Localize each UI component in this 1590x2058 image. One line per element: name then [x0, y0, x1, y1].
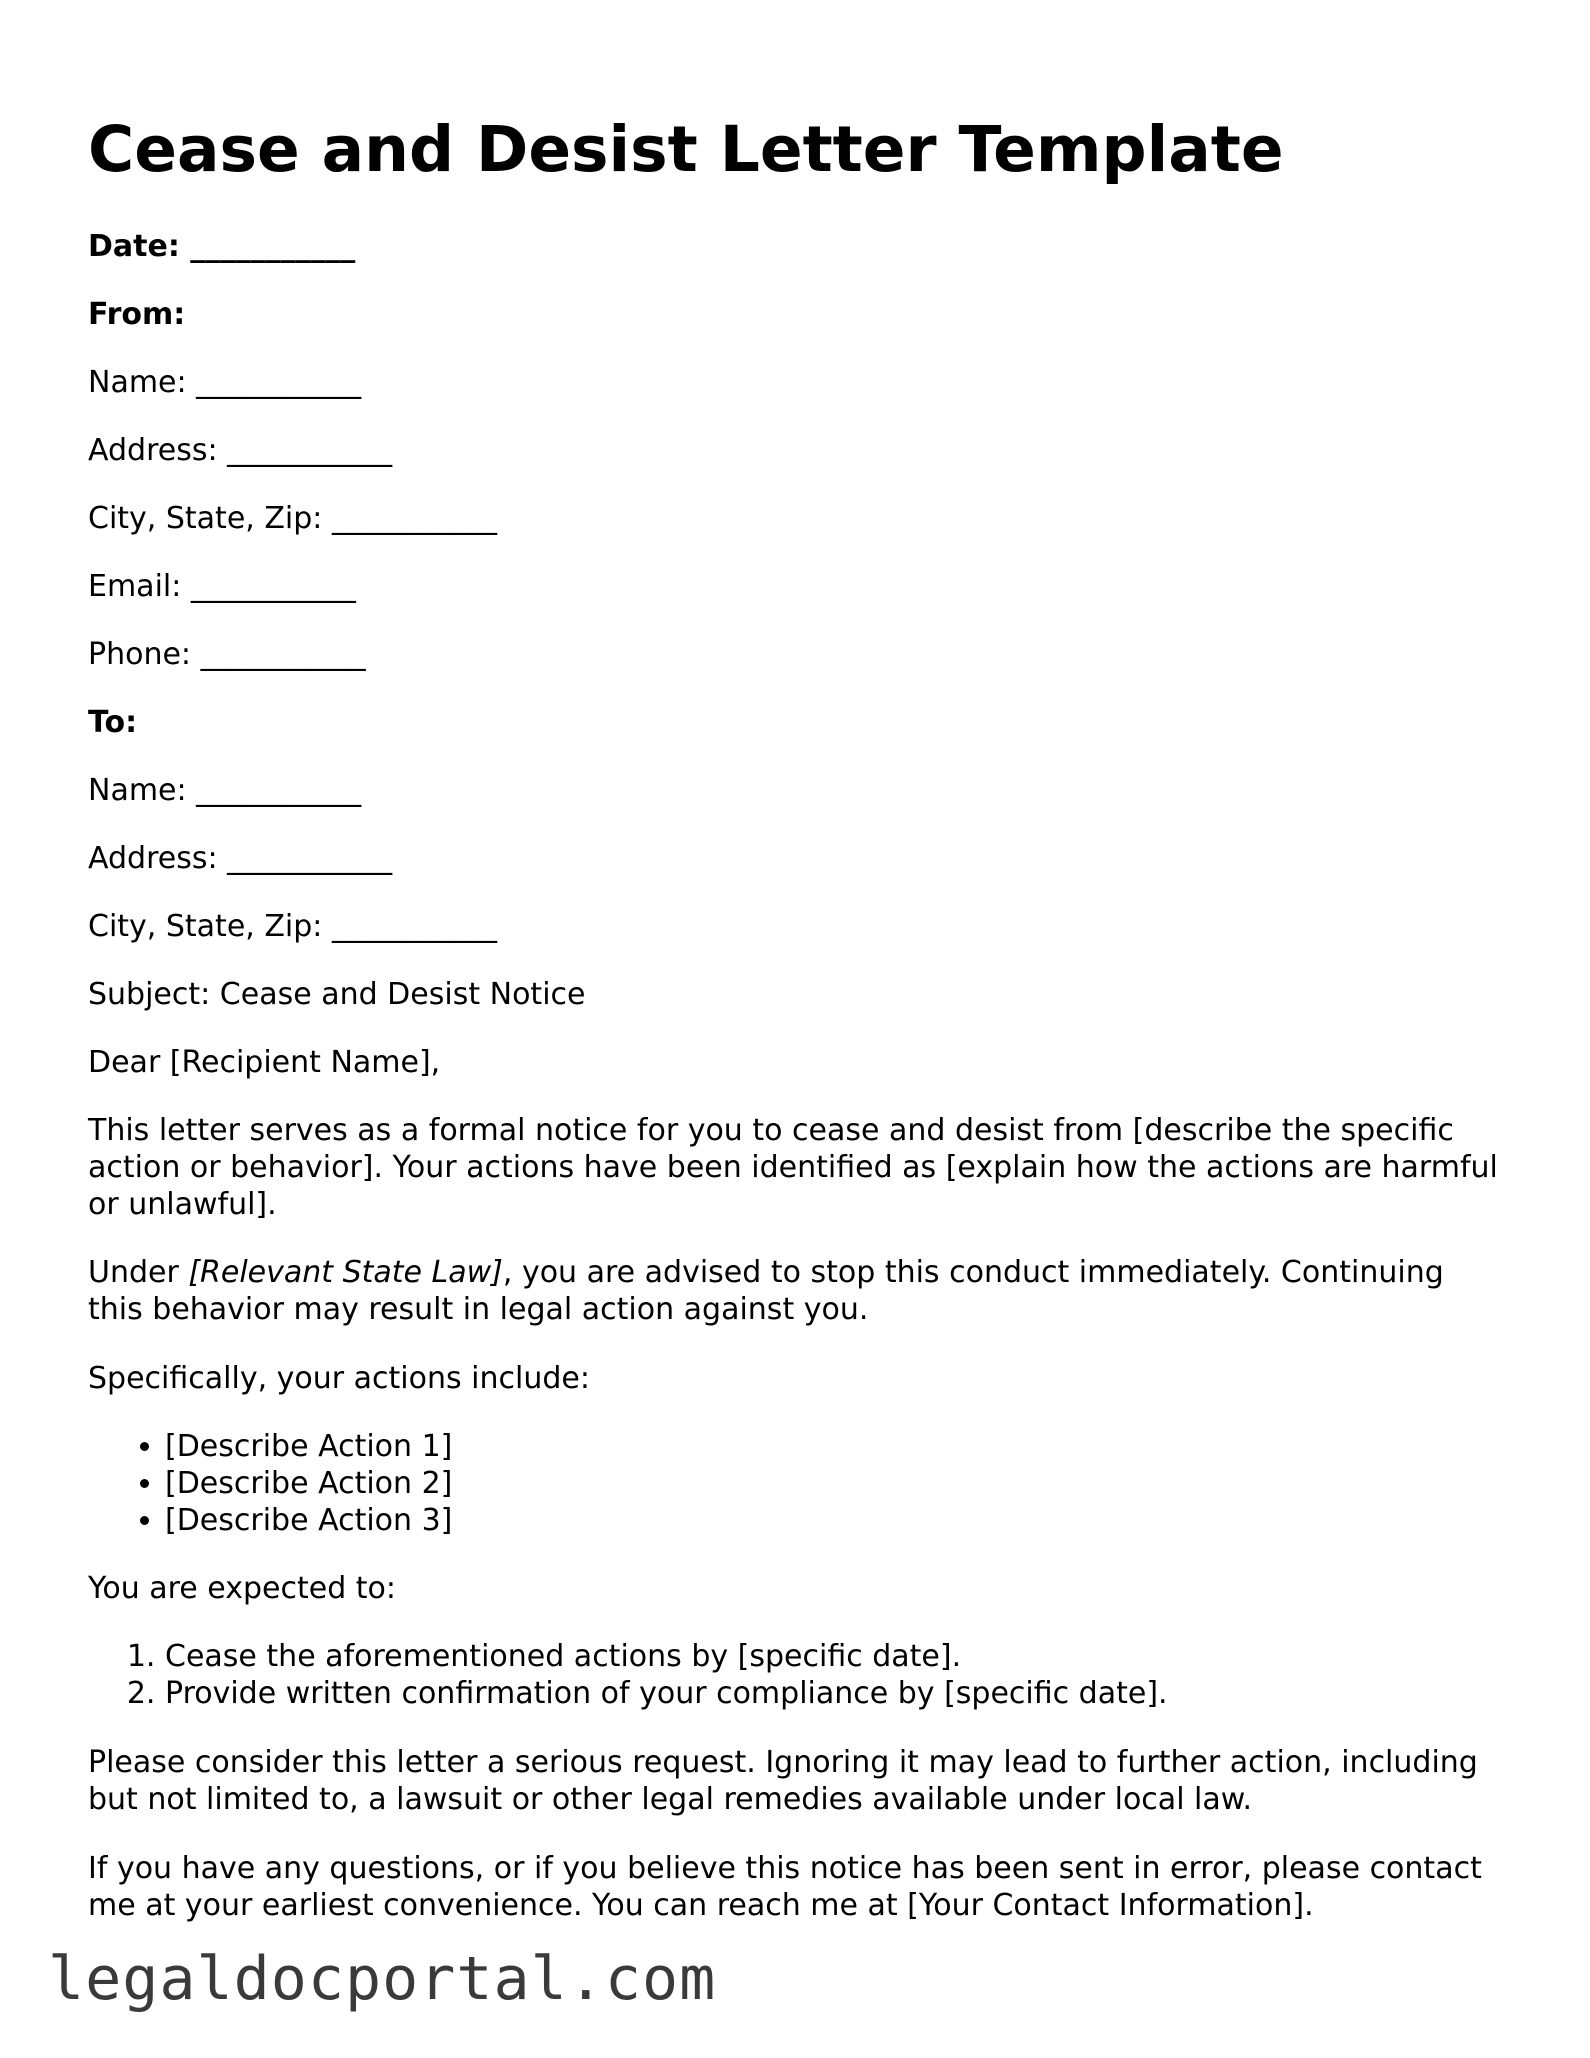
from-heading: From:: [88, 297, 186, 332]
date-label: Date:: [88, 229, 180, 264]
from-city-line: [88, 500, 497, 538]
from-name-label: Name:: [88, 365, 187, 400]
from-email-line: [88, 568, 356, 606]
to-city-blank: ___________: [331, 909, 497, 944]
to-address-label: Address:: [88, 841, 218, 876]
date-line: [88, 228, 355, 266]
from-phone-blank: ___________: [200, 637, 366, 672]
from-city-label: City, State, Zip:: [88, 501, 323, 536]
to-heading: To:: [88, 705, 138, 740]
expected-list: [88, 1638, 1168, 1712]
para2-suffix: , you are advised to stop this conduct immediately. Continuing this behavior may result in legal action against you.: [88, 1255, 1444, 1327]
body-paragraph-4: If you have any questions, or if you believe this notice has been sent in error, please contact me at your earliest convenience. You can reach me at [Your Contact Information].: [88, 1851, 1482, 1923]
list-item: • [Describe Action 1]: [165, 1428, 452, 1465]
expected-intro: You are expected to:: [88, 1571, 396, 1606]
list-item: 1. Cease the aforementioned actions by [specific date].: [165, 1638, 1168, 1675]
actions-list: [88, 1428, 452, 1539]
body-paragraph-3: Please consider this letter a serious request. Ignoring it may lead to further action, including but not limited to, a lawsuit or other legal remedies available under local law.: [88, 1745, 1478, 1817]
from-address-label: Address:: [88, 433, 218, 468]
from-email-blank: ___________: [190, 569, 356, 604]
to-address-blank: ___________: [227, 841, 393, 876]
relevant-law: [Relevant State Law]: [188, 1255, 503, 1290]
subject-line: Subject: Cease and Desist Notice: [88, 977, 586, 1012]
from-name-line: [88, 364, 361, 402]
to-name-line: [88, 772, 361, 810]
to-city-label: City, State, Zip:: [88, 909, 323, 944]
to-city-line: [88, 908, 497, 946]
from-phone-line: [88, 636, 366, 674]
from-name-blank: ___________: [196, 365, 362, 400]
to-address-line: [88, 840, 392, 878]
to-name-label: Name:: [88, 773, 187, 808]
date-blank: ___________: [190, 229, 356, 264]
site-watermark: legaldocportal.com: [48, 1944, 717, 2014]
para2-prefix: Under: [88, 1255, 189, 1290]
actions-intro: Specifically, your actions include:: [88, 1361, 590, 1396]
list-item: • [Describe Action 2]: [165, 1465, 452, 1502]
from-address-line: [88, 432, 392, 470]
list-item: 2. Provide written confirmation of your compliance by [specific date].: [165, 1675, 1168, 1712]
list-item: • [Describe Action 3]: [165, 1502, 452, 1539]
to-name-blank: ___________: [196, 773, 362, 808]
from-address-blank: ___________: [227, 433, 393, 468]
page-title: Cease and Desist Letter Template: [88, 113, 1284, 186]
from-city-blank: ___________: [331, 501, 497, 536]
body-paragraph-1: This letter serves as a formal notice for you to cease and desist from [describe the specific action or behavior]. Your actions have been identified as [explain how the actions are harmful or unlawful].: [88, 1113, 1498, 1222]
body-paragraph-2: [88, 1254, 1508, 1328]
from-email-label: Email:: [88, 569, 182, 604]
salutation: Dear [Recipient Name],: [88, 1045, 441, 1080]
from-phone-label: Phone:: [88, 637, 192, 672]
